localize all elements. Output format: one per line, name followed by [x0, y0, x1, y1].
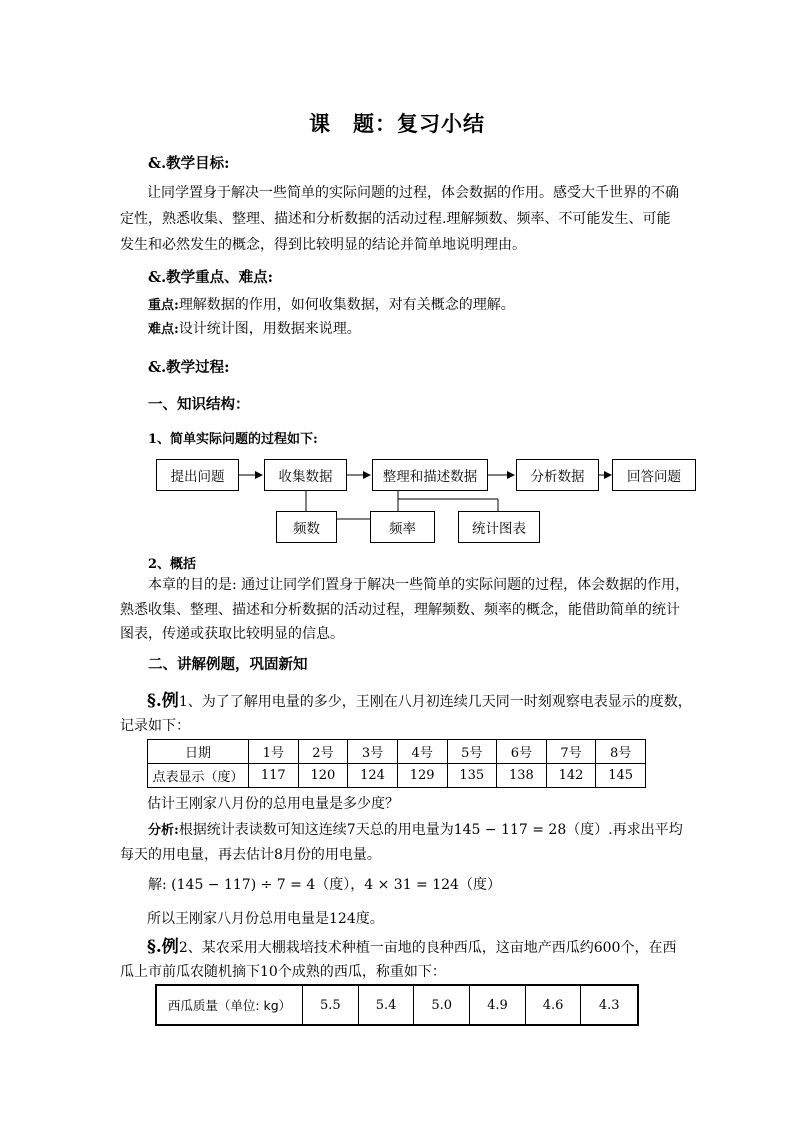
table-cell: 8号	[596, 740, 646, 764]
summary-line-3: 图表，传递或获取比较明显的信息。	[120, 626, 344, 642]
table-cell: 5.0	[414, 985, 470, 1025]
table-cell: 点表显示（度）	[148, 764, 249, 788]
key-text: 理解数据的作用，如何收集数据，对有关概念的理解。	[178, 297, 515, 313]
flow-box-rate: 频率	[370, 511, 435, 543]
table-cell: 日期	[148, 740, 249, 764]
table-cell: 145	[596, 764, 646, 788]
table-cell: 4.3	[581, 985, 638, 1025]
table-cell: 2号	[298, 740, 348, 764]
table-row	[148, 764, 646, 788]
process-heading: &.教学过程:	[148, 359, 230, 376]
goals-line-3: 发生和必然发生的概念，得到比较明显的结论并简单地说明理由。	[120, 237, 526, 253]
part2-heading: 二、讲解例题，巩固新知	[148, 656, 308, 673]
table-cell: 4.9	[470, 985, 526, 1025]
difficulty-text: 设计统计图，用数据来说理。	[178, 321, 361, 337]
key-heading: &.教学重点、难点:	[148, 269, 273, 286]
part1-sub2: 2、概括	[148, 557, 197, 572]
example-2-line-1: 、某农采用大棚栽培技术种植一亩地的良种西瓜，这亩地产西瓜约600个，在西	[187, 940, 677, 956]
key-label: 重点:	[148, 298, 179, 313]
table-row	[156, 985, 638, 1025]
example-1-question: 估计王刚家八月份的总用电量是多少度？	[147, 796, 399, 812]
table-cell: 120	[298, 764, 348, 788]
flow-box-chart: 统计图表	[458, 511, 540, 543]
example-1-line-2: 记录如下：	[120, 718, 190, 734]
table-cell: 3号	[348, 740, 398, 764]
table-cell: 4.6	[525, 985, 581, 1025]
table-cell: 6号	[497, 740, 547, 764]
table-cell: 7号	[546, 740, 596, 764]
analysis-line-2: 每天的用电量，再去估计8月份的用电量。	[120, 847, 381, 863]
table-cell: 142	[546, 764, 596, 788]
electricity-table	[147, 739, 646, 788]
flow-box-organize: 整理和描述数据	[372, 459, 488, 491]
table-cell: 5.5	[303, 985, 359, 1025]
table-header-cell: 西瓜质量（单位: kg）	[156, 985, 303, 1025]
table-cell: 138	[497, 764, 547, 788]
flow-box-answer: 回答问题	[612, 459, 696, 491]
summary-line-1: 本章的目的是: 通过让同学们置身于解决一些简单的实际问题的过程，体会数据的作用，	[148, 577, 690, 593]
flow-box-analyze: 分析数据	[516, 459, 599, 491]
difficulty-label: 难点:	[148, 322, 179, 337]
analysis-label: 分析:	[148, 823, 179, 838]
example-1-conclusion: 所以王刚家八月份总用电量是124度。	[147, 911, 384, 927]
example-2-number: 2	[178, 940, 188, 956]
goals-line-1: 让同学置身于解决一些简单的实际问题的过程，体会数据的作用。感受大千世界的不确	[147, 185, 679, 201]
flow-box-collect: 收集数据	[264, 459, 347, 491]
table-cell: 5号	[447, 740, 497, 764]
example-1-label: §.例	[147, 691, 179, 711]
flow-box-ask: 提出问题	[156, 459, 239, 491]
table-cell: 4号	[397, 740, 447, 764]
table-cell: 124	[348, 764, 398, 788]
summary-line-2: 熟悉收集、整理、描述和分析数据的活动过程，理解频数、频率的概念，能借助简单的统计	[120, 602, 680, 618]
table-cell: 1号	[249, 740, 299, 764]
table-row	[148, 740, 646, 764]
table-cell: 117	[249, 764, 299, 788]
part1-sub1: 1、简单实际问题的过程如下:	[148, 432, 318, 447]
page-title: 课 题：复习小结	[309, 111, 485, 136]
table-cell: 5.4	[358, 985, 414, 1025]
goals-heading: &.教学目标:	[148, 155, 230, 172]
analysis-line-1: 根据统计表读数可知这连续7天总的用电量为145 − 117 = 28（度）.再求出平均	[178, 822, 683, 838]
goals-line-2: 定性，熟悉收集、整理、描述和分析数据的活动过程.理解频数、频率、不可能发生、可能	[120, 211, 671, 227]
solution-formula: (145 − 117) ÷ 7 = 4（度），4 × 31 = 124（度）	[171, 877, 501, 893]
table-cell: 129	[397, 764, 447, 788]
example-1-number: 1	[178, 694, 188, 710]
example-1-line-1: 、为了了解用电量的多少，王刚在八月初连续几天同一时刻观察电表显示的度数，	[187, 694, 692, 710]
part1-heading: 一、知识结构：	[148, 396, 250, 413]
example-2-line-2: 瓜上市前瓜农随机摘下10个成熟的西瓜，称重如下：	[120, 964, 446, 980]
watermelon-table	[155, 984, 639, 1026]
solution-label: 解:	[148, 877, 167, 893]
flow-box-frequency: 频数	[276, 511, 337, 543]
example-2-label: §.例	[147, 937, 179, 957]
table-cell: 135	[447, 764, 497, 788]
